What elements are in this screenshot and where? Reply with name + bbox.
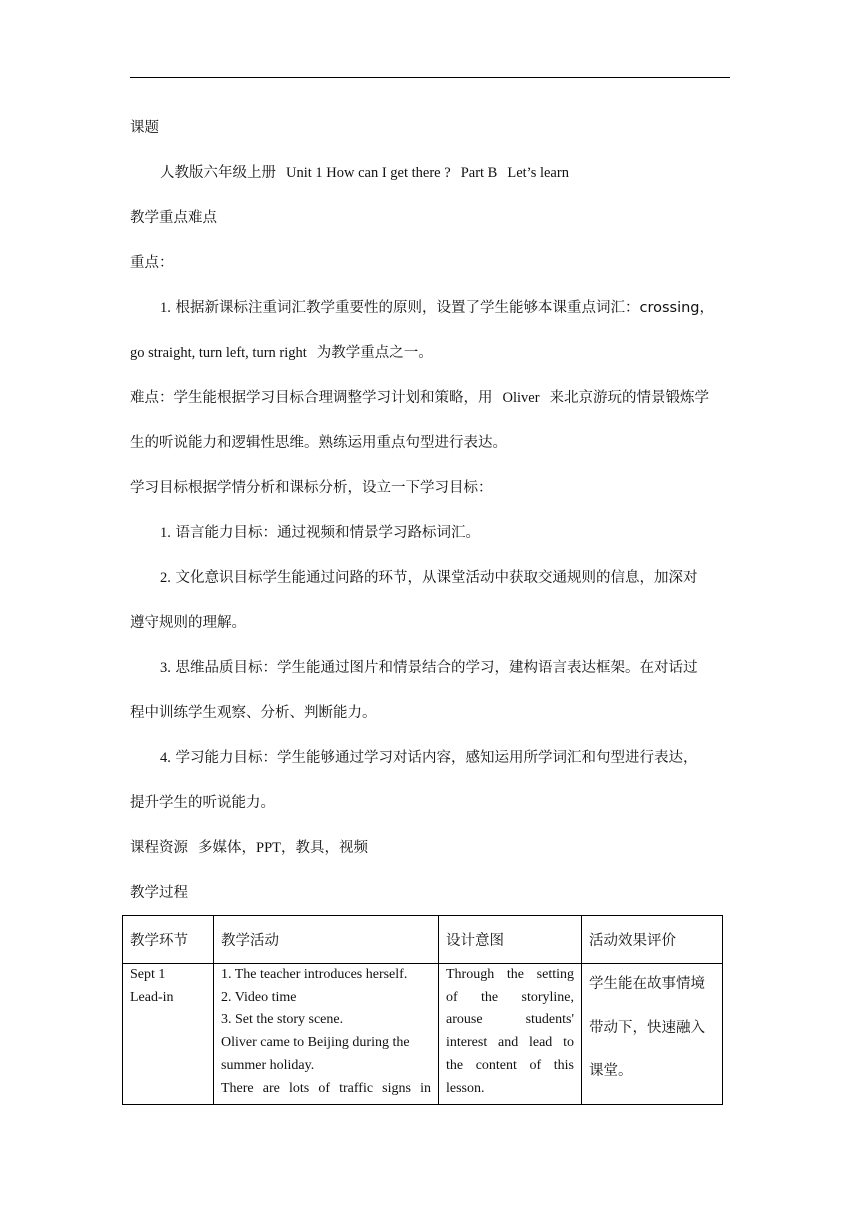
resources-items-a: 多媒体，	[198, 840, 256, 856]
key-point-vocab: go straight, turn left, turn right	[130, 345, 307, 361]
objectives-intro: 学习目标根据学情分析和课标分析，设立一下学习目标：	[130, 480, 493, 496]
lesson-title-part: Part B	[460, 165, 498, 181]
objective-3-cont: 程中训练学生观察、分析、判断能力。	[130, 705, 377, 721]
objective-num: 4.	[160, 750, 171, 766]
resources-ppt: PPT	[256, 840, 281, 856]
intent-line: of the storyline,	[446, 989, 574, 1005]
table-row	[123, 964, 723, 1105]
difficulty-text-1a: 学生能根据学习目标合理调整学习计划和策略，用	[173, 390, 493, 406]
objective-text: 思维品质目标：学生能通过图片和情景结合的学习，建构语言表达框架。在对话过	[175, 660, 698, 676]
activity-line: 2. Video time	[221, 989, 297, 1005]
objective-3	[160, 658, 697, 678]
difficulty-name: Oliver	[502, 390, 540, 406]
resources-items-b: ，教具，视频	[281, 840, 368, 856]
header-rule	[130, 77, 730, 78]
resources	[130, 838, 368, 858]
difficulty-label: 难点：	[130, 390, 174, 406]
objective-4	[160, 748, 697, 768]
difficulty-line-2: 生的听说能力和逻辑性思维。熟练运用重点句型进行表达。	[130, 435, 507, 451]
key-point-text-1: 根据新课标注重词汇教学重要性的原则，设置了学生能够本课重点词汇：crossing，	[175, 300, 714, 316]
activity-line: 1. The teacher introduces herself.	[221, 967, 408, 982]
activity-line: There are lots of traffic signs in	[221, 1080, 431, 1096]
lesson-title-unit: Unit 1 How can I get there ?	[286, 165, 451, 181]
lesson-title-cn: 人教版六年级上册	[160, 165, 276, 181]
table-header-row	[123, 916, 723, 964]
objective-text: 语言能力目标：通过视频和情景学习路标词汇。	[175, 525, 480, 541]
intent-line: interest and lead to	[446, 1035, 574, 1051]
lesson-title	[160, 163, 569, 183]
objective-text: 文化意识目标学生能通过问路的环节，从课堂活动中获取交通规则的信息，加深对	[175, 570, 698, 586]
header-intent: 设计意图	[439, 916, 582, 964]
objective-num: 1.	[160, 525, 171, 541]
header-activities: 教学活动	[214, 916, 439, 964]
stage-line: Sept 1	[130, 967, 166, 982]
resources-label: 课程资源	[130, 840, 188, 856]
lesson-title-section: Let’s learn	[507, 165, 569, 181]
evaluation-line: 带动下，快速融入	[589, 1019, 705, 1036]
stage-line: Lead-in	[130, 989, 174, 1005]
intent-line: the content of this	[446, 1057, 574, 1073]
intent-line: Through the setting	[446, 967, 574, 982]
difficulty-text-1b: 来北京游玩的情景锻炼学	[549, 390, 710, 406]
evaluation-line: 学生能在故事情境	[589, 976, 705, 992]
objective-2	[160, 568, 697, 588]
evaluation-cell	[582, 964, 723, 1105]
teaching-process-table	[122, 915, 723, 1105]
objective-4-cont: 提升学生的听说能力。	[130, 795, 275, 811]
activity-line: 3. Set the story scene.	[221, 1012, 344, 1028]
activity-line: Oliver came to Beijing during the	[221, 1035, 410, 1051]
objective-text: 学习能力目标：学生能够通过学习对话内容，感知运用所学词汇和句型进行表达，	[175, 750, 698, 766]
key-point-label: 重点：	[130, 255, 174, 271]
header-evaluation: 活动效果评价	[582, 916, 723, 964]
objective-num: 3.	[160, 660, 171, 676]
intent-cell	[439, 964, 582, 1105]
key-point-line-1	[160, 298, 714, 318]
stage-cell	[123, 964, 214, 1105]
header-stage: 教学环节	[123, 916, 214, 964]
evaluation-line: 课堂。	[589, 1063, 633, 1080]
activities-cell	[214, 964, 439, 1105]
difficulty-line-1	[130, 388, 709, 408]
objective-num: 2.	[160, 570, 171, 586]
lesson-title-label: 课题	[130, 120, 159, 136]
activity-line: summer holiday.	[221, 1057, 315, 1073]
intent-line: lesson.	[446, 1080, 485, 1096]
key-point-line-2	[130, 343, 433, 363]
objective-2-cont: 遵守规则的理解。	[130, 615, 246, 631]
intent-line: arouse students'	[446, 1012, 574, 1028]
key-point-num: 1.	[160, 300, 171, 316]
process-heading: 教学过程	[130, 885, 188, 901]
key-point-text-2: 为教学重点之一。	[316, 345, 433, 361]
key-points-heading: 教学重点难点	[130, 210, 217, 226]
objective-1	[160, 523, 480, 543]
